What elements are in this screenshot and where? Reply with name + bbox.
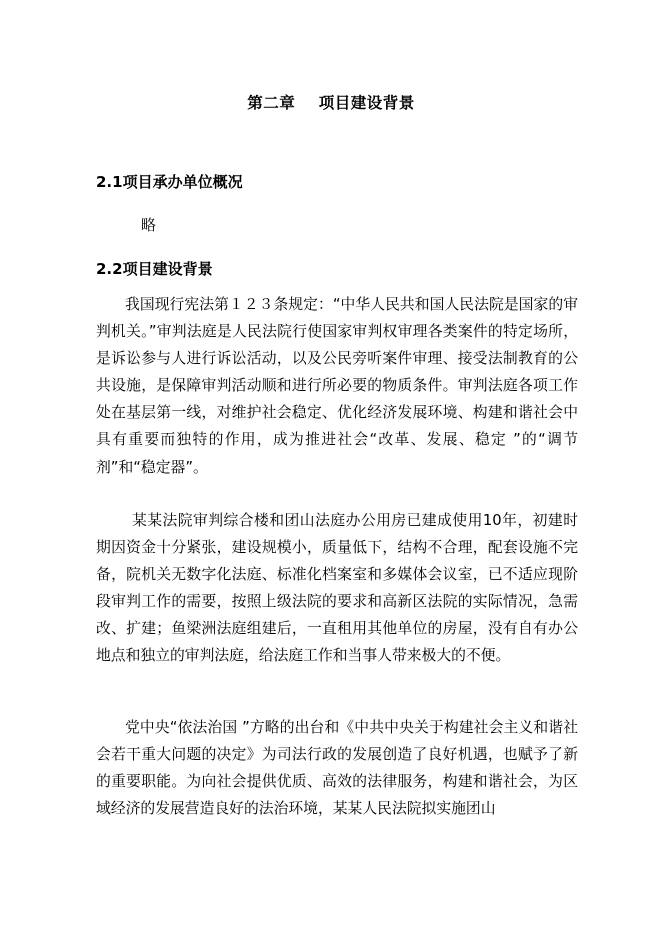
section-heading-2-1: 2.1项目承办单位概况: [96, 173, 243, 191]
section-2-1-content: 略: [141, 216, 157, 234]
body-paragraph: 我国现行宪法第１２３条规定：“中华人民共和国人民法院是国家的审判机关。”审判法庭是人民法院行使国家审判权审理各类案件的特定场所，是诉讼参与人进行诉讼活动，以及公民旁听案件审理、接受法制教育的公共设施，是保障审判活动顺和进行所必要的物质条件。审判法庭各项工作处在基层第一线，对维护社会稳定、优化经济发展环境、构建和谐社会中具有重要而独特的作用，成为推进社会“改革、发展、稳定 ”的“调节剂”和“稳定器”。: [96, 296, 578, 476]
body-paragraph: 某某法院审判综合楼和团山法庭办公用房已建成使用10年，初建时期因资金十分紧张，建设规模小，质量低下，结构不合理，配套设施不完备，院机关无数字化法庭、标准化档案室和多媒体会议室，已不适应现阶段审判工作的需要，按照上级法院的要求和高新区法院的实际情况，急需改、扩建；鱼梁洲法庭组建后，一直租用其他单位的房屋，没有自有办公地点和独立的审判法庭，给法庭工作和当事人带来极大的不便。: [96, 512, 578, 665]
body-paragraph: 党中央“依法治国 ”方略的出台和《中共中央关于构建社会主义和谐社会若干重大问题的决定》为司法行政的发展创造了良好机遇，也赋予了新的重要职能。为向社会提供优质、高效的法律服务，构建和谐社会，为区域经济的发展营造良好的法治环境，某某人民法院拟实施团山: [96, 719, 578, 818]
chapter-title: 第二章 项目建设背景: [247, 94, 415, 112]
section-heading-2-2: 2.2项目建设背景: [96, 260, 213, 278]
